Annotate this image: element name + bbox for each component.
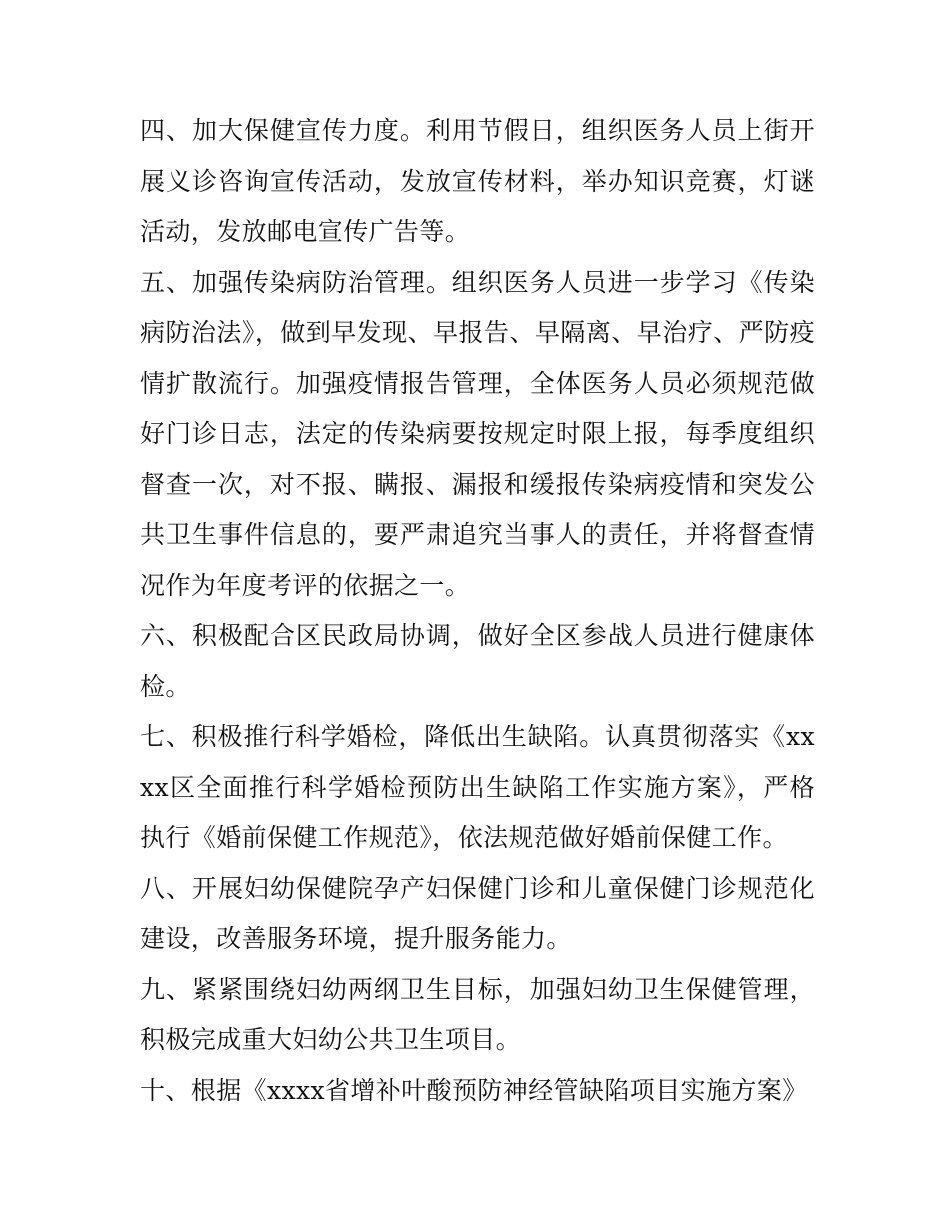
paragraph-health-publicity: 四、加大保健宣传力度。利用节假日，组织医务人员上街开展义诊咨询宣传活动，发放宣传材料，举办知识竞赛，灯谜活动，发放邮电宣传广告等。	[140, 116, 815, 246]
paragraph-maternal-child-goals: 九、紧紧围绕妇幼两纲卫生目标，加强妇幼卫生保健管理，积极完成重大妇幼公共卫生项目。	[140, 974, 815, 1054]
paragraph-infectious-disease: 五、加强传染病防治管理。组织医务人员进一步学习《传染病防治法》，做到早发现、早报告、早隔离、早治疗、严防疫情扩散流行。加强疫情报告管理，全体医务人员必须规范做好门诊日志，法定的传染病要按规定时限上报，每季度组织督查一次，对不报、瞒报、漏报和缓报传染病疫情和突发公共卫生事件信息的，要严肃追究当事人的责任，并将督查情况作为年度考评的依据之一。	[140, 267, 815, 600]
paragraph-premarital-check: 七、积极推行科学婚检，降低出生缺陷。认真贯彻落实《xxxx区全面推行科学婚检预防出生缺陷工作实施方案》，严格执行《婚前保健工作规范》，依法规范做好婚前保健工作。	[140, 722, 815, 852]
document-body	[140, 106, 815, 1116]
paragraph-folic-acid: 十、根据《xxxx省增补叶酸预防神经管缺陷项目实施方案》	[140, 1075, 808, 1105]
paragraph-clinic-standardization: 八、开展妇幼保健院孕产妇保健门诊和儿童保健门诊规范化建设，改善服务环境，提升服务能力。	[140, 873, 815, 953]
paragraph-veteran-checkup: 六、积极配合区民政局协调，做好全区参战人员进行健康体检。	[140, 621, 815, 701]
